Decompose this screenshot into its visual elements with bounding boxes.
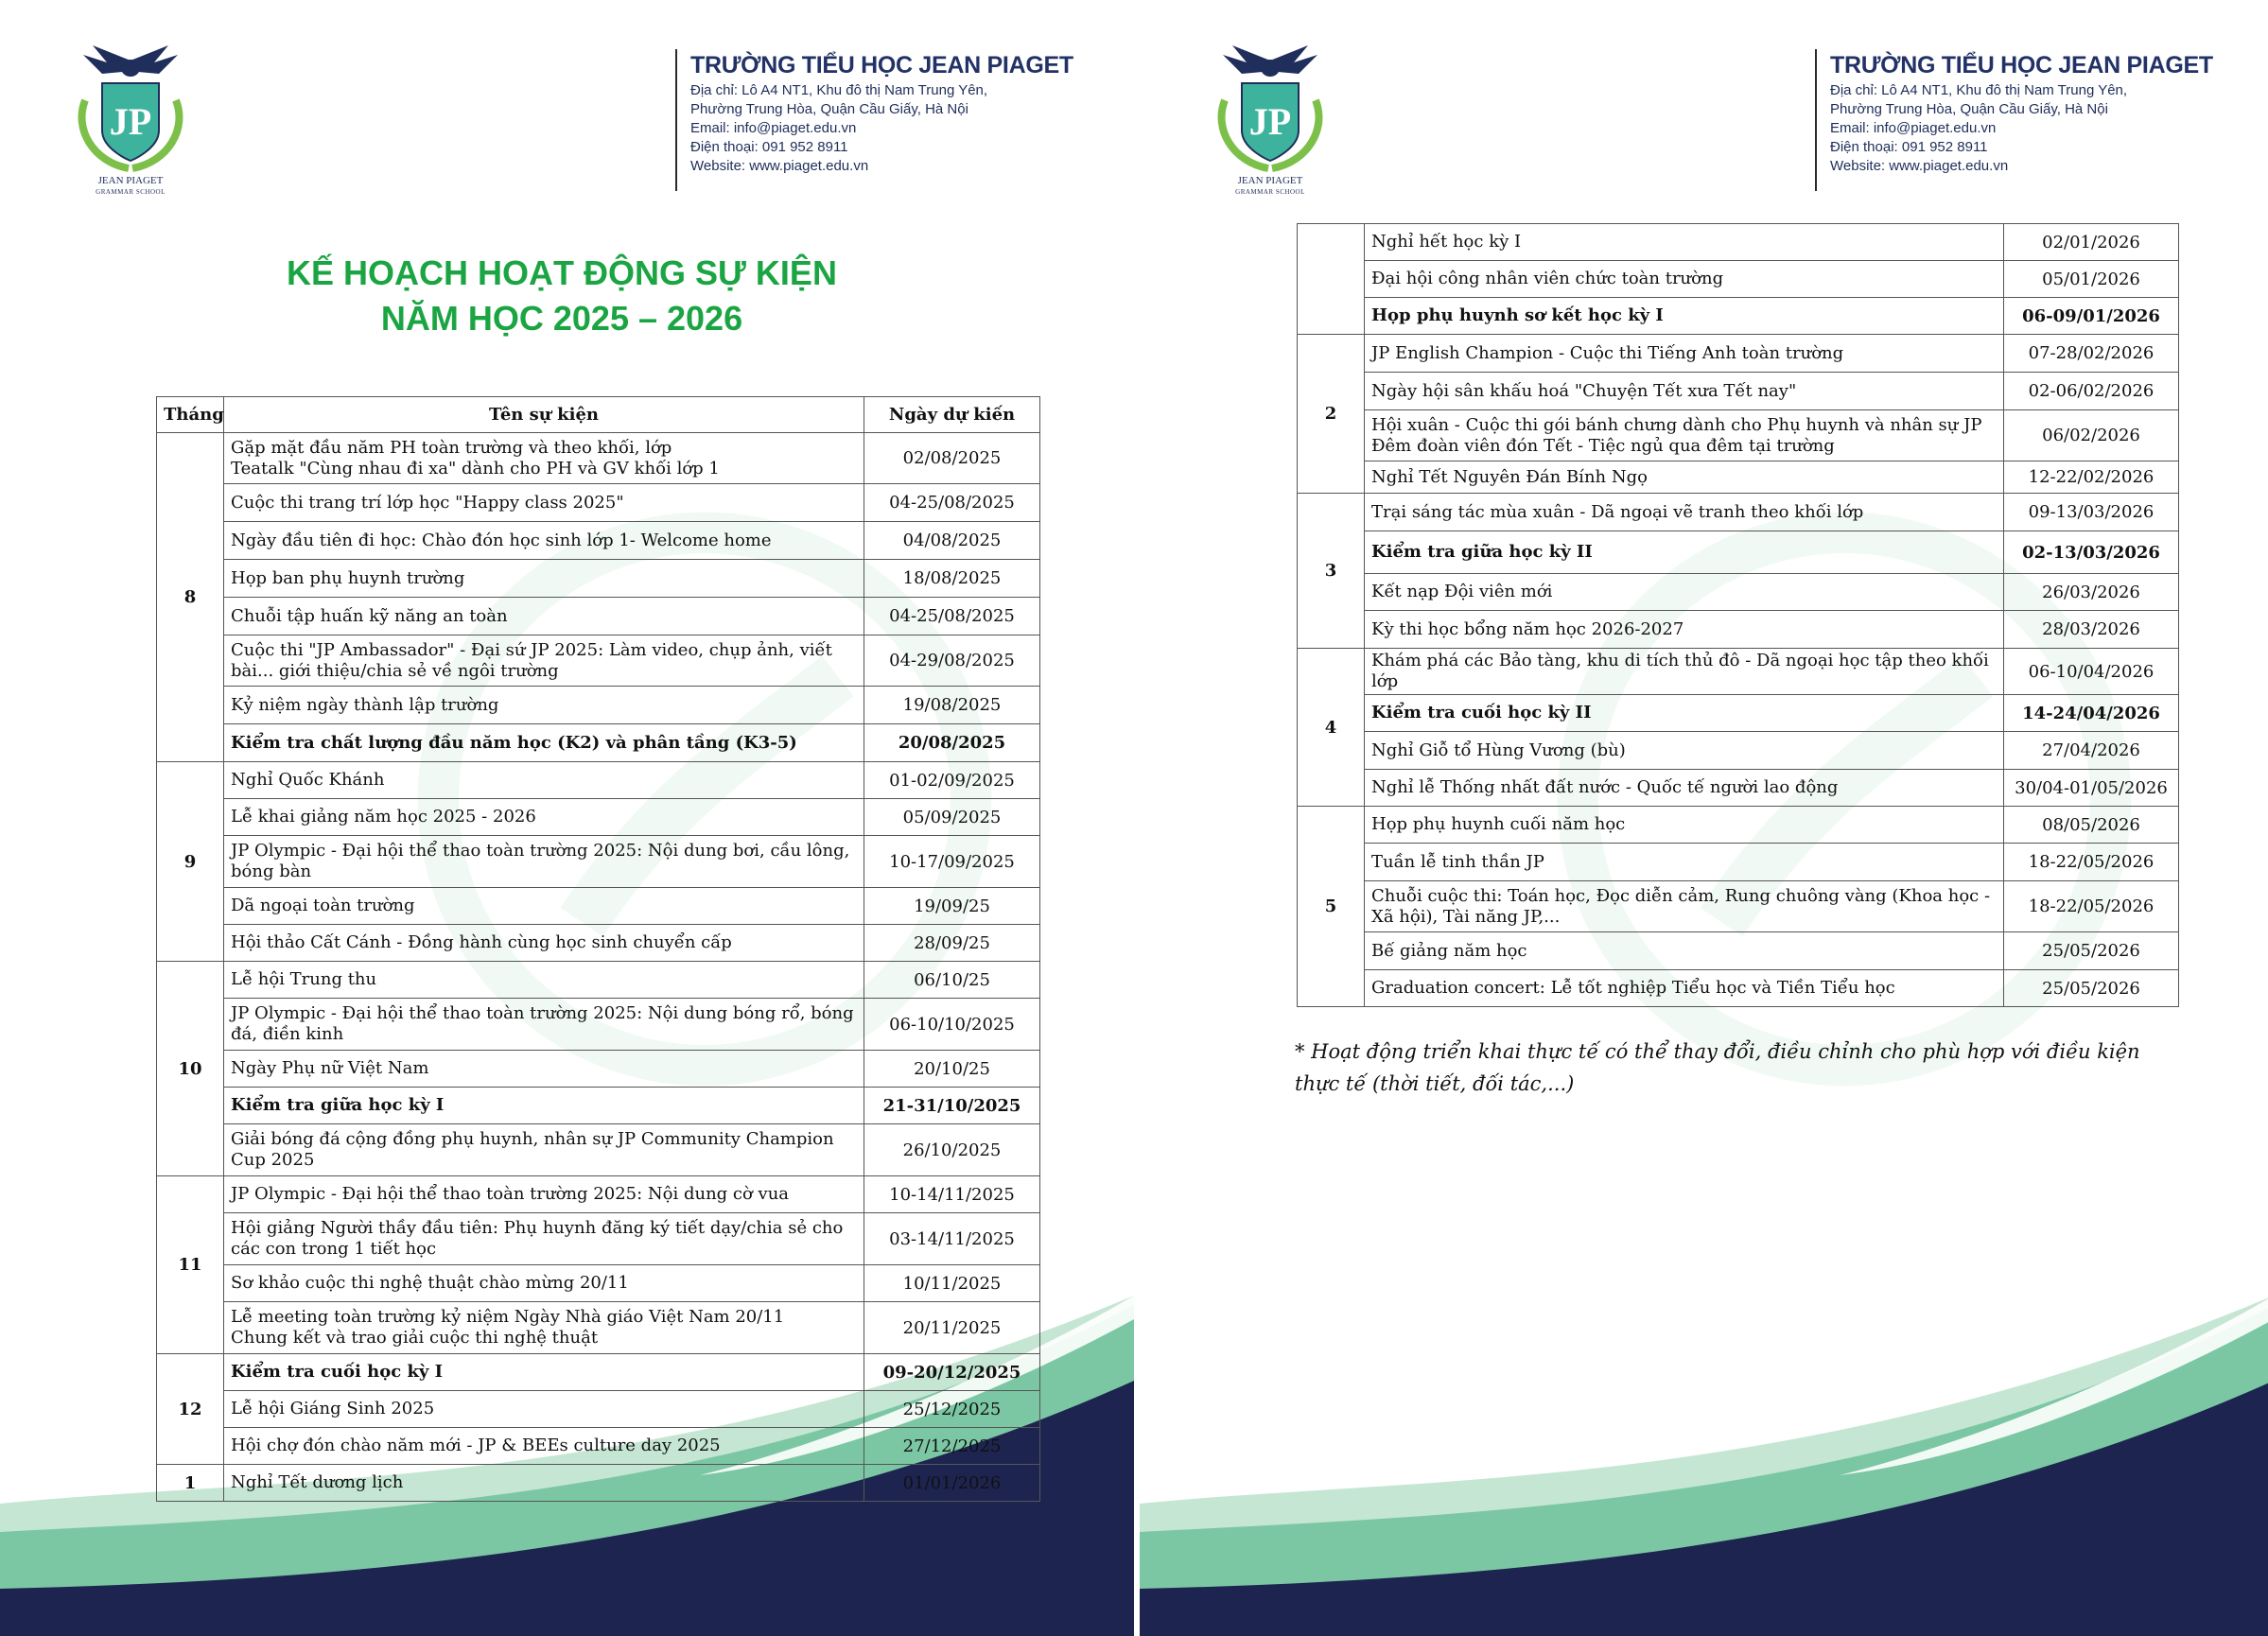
event-name-cell: Nghỉ lễ Thống nhất đất nước - Quốc tế người lao động [1365,770,2004,807]
event-name-cell: Tuần lễ tinh thần JP [1365,844,2004,881]
eagle-crest-icon [1204,44,1336,176]
event-name-cell: Giải bóng đá cộng đồng phụ huynh, nhân sự JP Community Champion Cup 2025 [224,1124,864,1176]
table-row [157,598,1040,635]
event-date-cell: 19/09/25 [864,888,1040,925]
table-row [157,484,1040,522]
event-name-cell: JP Olympic - Đại hội thể thao toàn trường 2025: Nội dung cờ vua [224,1176,864,1213]
table-row [1298,494,2179,531]
event-name-cell: Lễ khai giảng năm học 2025 - 2026 [224,799,864,836]
eagle-crest-icon [64,44,197,176]
event-name-cell: Nghỉ Giỗ tổ Hùng Vương (bù) [1365,732,2004,770]
event-name-cell: Họp ban phụ huynh trường [224,560,864,598]
event-date-cell: 10-17/09/2025 [864,836,1040,888]
header-divider [1815,49,1817,191]
event-name-cell: JP Olympic - Đại hội thể thao toàn trường 2025: Nội dung bóng rổ, bóng đá, điền kinh [224,999,864,1051]
event-date-cell: 20/11/2025 [864,1302,1040,1354]
table-row [157,724,1040,762]
event-plan-table-2 [1297,223,2179,1007]
event-name-cell: Graduation concert: Lễ tốt nghiệp Tiểu học và Tiền Tiểu học [1365,970,2004,1007]
school-name: TRƯỜNG TIỂU HỌC JEAN PIAGET [690,52,1073,78]
event-name-cell: Ngày hội sân khấu hoá "Chuyện Tết xưa Tết nay" [1365,373,2004,410]
school-logo [1204,44,1336,204]
table-row [1298,881,2179,932]
event-date-cell: 25/05/2026 [2004,970,2179,1007]
school-phone: Điện thoại: 091 952 8911 [1830,139,1988,155]
event-date-cell: 20/08/2025 [864,724,1040,762]
svg-text:JP: JP [109,100,152,143]
event-date-cell: 06/02/2026 [2004,410,2179,461]
event-name-cell: Lễ hội Trung thu [224,962,864,999]
table-row [157,925,1040,962]
table-row [157,962,1040,999]
event-date-cell: 30/04-01/05/2026 [2004,770,2179,807]
table-row [157,560,1040,598]
month-cell: 10 [157,962,224,1176]
event-date-cell: 28/09/25 [864,925,1040,962]
school-info [1830,49,2227,176]
event-name-cell: Họp phụ huynh sơ kết học kỳ I [1365,298,2004,335]
event-date-cell: 14-24/04/2026 [2004,695,2179,732]
table-row [157,687,1040,724]
event-date-cell: 10/11/2025 [864,1265,1040,1302]
event-date-cell: 08/05/2026 [2004,807,2179,844]
table-row [157,1176,1040,1213]
table-row [157,762,1040,799]
letterhead [57,38,1078,208]
event-name-cell: Trại sáng tác mùa xuân - Dã ngoại vẽ tranh theo khối lớp [1365,494,2004,531]
event-name-cell: Kết nạp Đội viên mới [1365,574,2004,611]
table-row [1298,844,2179,881]
school-logo [64,44,197,204]
event-date-cell: 06-09/01/2026 [2004,298,2179,335]
table-row [157,888,1040,925]
table-row [157,836,1040,888]
event-date-cell: 05/09/2025 [864,799,1040,836]
table-row [157,1391,1040,1428]
header-month: Tháng [157,397,224,433]
month-cell: 4 [1298,649,1365,807]
table-row [1298,335,2179,373]
month-cell: 2 [1298,335,1365,494]
table-row [1298,695,2179,732]
table-row [157,1354,1040,1391]
school-address-2: Phường Trung Hòa, Quận Cầu Giấy, Hà Nội [690,101,968,117]
school-website: Website: www.piaget.edu.vn [690,158,869,174]
school-address-2: Phường Trung Hòa, Quận Cầu Giấy, Hà Nội [1830,101,2108,117]
school-website: Website: www.piaget.edu.vn [1830,158,2009,174]
event-date-cell: 27/04/2026 [2004,732,2179,770]
event-name-cell: Nghỉ Tết Nguyên Đán Bính Ngọ [1365,461,2004,494]
table-row [157,522,1040,560]
event-date-cell: 06/10/25 [864,962,1040,999]
school-email: Email: info@piaget.edu.vn [690,120,857,136]
event-date-cell: 27/12/2025 [864,1428,1040,1465]
event-date-cell: 02/08/2025 [864,433,1040,484]
event-date-cell: 26/10/2025 [864,1124,1040,1176]
event-name-cell: Kiểm tra chất lượng đầu năm học (K2) và phân tầng (K3-5) [224,724,864,762]
logo-text: JEAN PIAGET [1237,175,1303,186]
event-name-cell: Cuộc thi trang trí lớp học "Happy class 2025" [224,484,864,522]
event-name-cell: Kiểm tra giữa học kỳ I [224,1088,864,1124]
disclaimer-note: * Hoạt động triển khai thực tế có thể thay đổi, điều chỉnh cho phù hợp với điều kiện thực tế (thời tiết, đối tác,...) [1295,1040,2140,1095]
letterhead [1196,38,2218,208]
event-date-cell: 06-10/04/2026 [2004,649,2179,695]
event-date-cell: 10-14/11/2025 [864,1176,1040,1213]
table-row [157,999,1040,1051]
event-date-cell: 02/01/2026 [2004,224,2179,261]
event-date-cell: 18-22/05/2026 [2004,844,2179,881]
event-date-cell: 12-22/02/2026 [2004,461,2179,494]
event-date-cell: 18-22/05/2026 [2004,881,2179,932]
event-name-cell: Kỷ niệm ngày thành lập trường [224,687,864,724]
table-row [157,799,1040,836]
month-cell: 11 [157,1176,224,1354]
event-date-cell: 02-13/03/2026 [2004,531,2179,574]
school-name: TRƯỜNG TIỂU HỌC JEAN PIAGET [1830,52,2213,78]
event-name-cell: Lễ hội Giáng Sinh 2025 [224,1391,864,1428]
table-row [157,635,1040,687]
title-line-2: NĂM HỌC 2025 – 2026 [380,299,743,338]
month-cell: 8 [157,433,224,762]
event-name-cell: Bế giảng năm học [1365,932,2004,970]
logo-subtext: GRAMMAR SCHOOL [96,188,166,196]
table-row [157,1088,1040,1124]
event-name-cell: Sơ khảo cuộc thi nghệ thuật chào mừng 20/11 [224,1265,864,1302]
table-row [1298,649,2179,695]
event-name-cell: Chuỗi tập huấn kỹ năng an toàn [224,598,864,635]
event-name-cell: Đại hội công nhân viên chức toàn trường [1365,261,2004,298]
event-name-cell: JP Olympic - Đại hội thể thao toàn trường 2025: Nội dung bơi, cầu lông, bóng bàn [224,836,864,888]
table-row [1298,261,2179,298]
table-row [1298,932,2179,970]
event-date-cell: 01-02/09/2025 [864,762,1040,799]
table-row [1298,224,2179,261]
table-row [157,1051,1040,1088]
table-row [1298,574,2179,611]
school-email: Email: info@piaget.edu.vn [1830,120,1997,136]
logo-subtext: GRAMMAR SCHOOL [1235,188,1305,196]
event-date-cell: 03-14/11/2025 [864,1213,1040,1265]
event-date-cell: 04-25/08/2025 [864,598,1040,635]
month-cell [1298,224,1365,335]
month-cell: 1 [157,1465,224,1502]
school-address-1: Địa chỉ: Lô A4 NT1, Khu đô thị Nam Trung Yên, [690,82,988,98]
table-row [1298,373,2179,410]
event-name-cell: Ngày đầu tiên đi học: Chào đón học sinh lớp 1- Welcome home [224,522,864,560]
event-name-cell: Nghỉ Tết dương lịch [224,1465,864,1502]
school-address-1: Địa chỉ: Lô A4 NT1, Khu đô thị Nam Trung Yên, [1830,82,2128,98]
event-date-cell: 25/12/2025 [864,1391,1040,1428]
event-name-cell: JP English Champion - Cuộc thi Tiếng Anh toàn trường [1365,335,2004,373]
event-name-cell: Hội chợ đón chào năm mới - JP & BEEs culture day 2025 [224,1428,864,1465]
page-2 [1140,0,2268,1636]
header-event: Tên sự kiện [224,397,864,433]
event-name-cell: Hội giảng Người thầy đầu tiên: Phụ huynh đăng ký tiết dạy/chia sẻ cho các con trong 1 tiết học [224,1213,864,1265]
event-date-cell: 04-29/08/2025 [864,635,1040,687]
event-name-cell: Nghỉ hết học kỳ I [1365,224,2004,261]
table-row [1298,807,2179,844]
table-row [157,1428,1040,1465]
table-row [1298,410,2179,461]
table-row [157,1465,1040,1502]
table-row [1298,298,2179,335]
event-date-cell: 04-25/08/2025 [864,484,1040,522]
title-line-1: KẾ HOẠCH HOẠT ĐỘNG SỰ KIỆN [287,253,837,292]
event-date-cell: 09-20/12/2025 [864,1354,1040,1391]
event-name-cell: Hội xuân - Cuộc thi gói bánh chưng dành cho Phụ huynh và nhân sự JP Đêm đoàn viên đón Tết - Tiệc ngủ qua đêm tại trường [1365,410,2004,461]
event-name-cell: Ngày Phụ nữ Việt Nam [224,1051,864,1088]
month-cell: 3 [1298,494,1365,649]
table-row [157,1213,1040,1265]
event-name-cell: Hội thảo Cất Cánh - Đồng hành cùng học sinh chuyển cấp [224,925,864,962]
table-row [157,1265,1040,1302]
event-date-cell: 26/03/2026 [2004,574,2179,611]
month-cell: 5 [1298,807,1365,1007]
event-date-cell: 06-10/10/2025 [864,999,1040,1051]
event-name-cell: Dã ngoại toàn trường [224,888,864,925]
event-name-cell: Lễ meeting toàn trường kỷ niệm Ngày Nhà giáo Việt Nam 20/11 Chung kết và trao giải cuộc thi nghệ thuật [224,1302,864,1354]
document-title [157,251,967,341]
event-date-cell: 18/08/2025 [864,560,1040,598]
event-date-cell: 19/08/2025 [864,687,1040,724]
table-row [1298,770,2179,807]
month-cell: 9 [157,762,224,962]
logo-text: JEAN PIAGET [97,175,164,186]
event-date-cell: 25/05/2026 [2004,932,2179,970]
event-name-cell: Kiểm tra cuối học kỳ I [224,1354,864,1391]
event-date-cell: 28/03/2026 [2004,611,2179,649]
header-date: Ngày dự kiến [864,397,1040,433]
table-row [157,1302,1040,1354]
table-row [1298,531,2179,574]
header-divider [675,49,677,191]
event-name-cell: Kiểm tra cuối học kỳ II [1365,695,2004,732]
school-phone: Điện thoại: 091 952 8911 [690,139,848,155]
event-name-cell: Chuỗi cuộc thi: Toán học, Đọc diễn cảm, Rung chuông vàng (Khoa học - Xã hội), Tài năng JP,... [1365,881,2004,932]
table-row [1298,732,2179,770]
month-cell: 12 [157,1354,224,1465]
event-date-cell: 05/01/2026 [2004,261,2179,298]
event-date-cell: 04/08/2025 [864,522,1040,560]
event-date-cell: 07-28/02/2026 [2004,335,2179,373]
event-name-cell: Cuộc thi "JP Ambassador" - Đại sứ JP 2025: Làm video, chụp ảnh, viết bài... giới thiệu/chia sẻ về ngôi trường [224,635,864,687]
event-date-cell: 21-31/10/2025 [864,1088,1040,1124]
school-info [690,49,1088,176]
table-row [157,1124,1040,1176]
event-name-cell: Kỳ thi học bổng năm học 2026-2027 [1365,611,2004,649]
event-date-cell: 01/01/2026 [864,1465,1040,1502]
table-row [1298,611,2179,649]
table-row [1298,461,2179,494]
event-name-cell: Kiểm tra giữa học kỳ II [1365,531,2004,574]
event-plan-table-1 [156,396,1040,1502]
event-date-cell: 02-06/02/2026 [2004,373,2179,410]
table-header-row [157,397,1040,433]
event-name-cell: Gặp mặt đầu năm PH toàn trường và theo khối, lớp Teatalk "Cùng nhau đi xa" dành cho PH và GV khối lớp 1 [224,433,864,484]
event-date-cell: 20/10/25 [864,1051,1040,1088]
event-name-cell: Họp phụ huynh cuối năm học [1365,807,2004,844]
table-row [157,433,1040,484]
event-date-cell: 09-13/03/2026 [2004,494,2179,531]
table-row [1298,970,2179,1007]
svg-text:JP: JP [1248,100,1292,143]
event-name-cell: Khám phá các Bảo tàng, khu di tích thủ đô - Dã ngoại học tập theo khối lớp [1365,649,2004,695]
event-name-cell: Nghỉ Quốc Khánh [224,762,864,799]
